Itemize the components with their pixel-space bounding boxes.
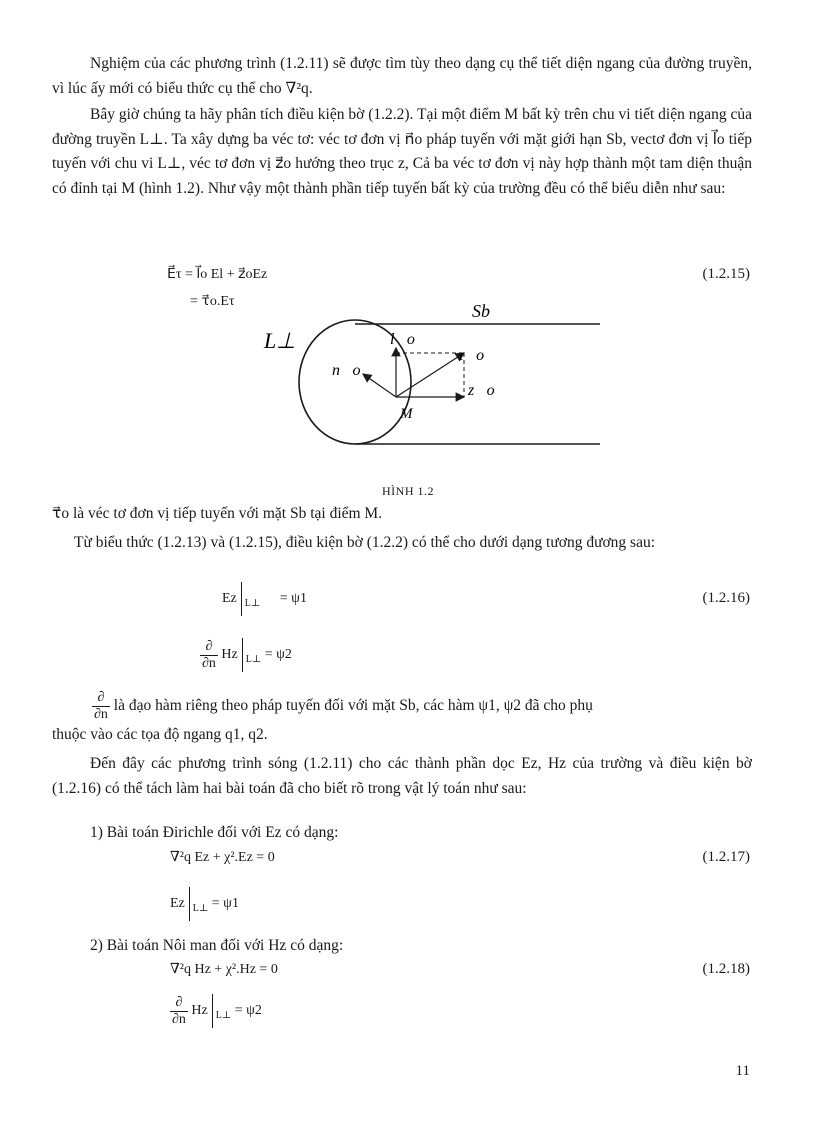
partial-derivative-fraction: $\frac{\partial}{\partial n}$ (94, 690, 108, 722)
paragraph-4: Từ biểu thức (1.2.13) và (1.2.15), điều kiện bờ (1.2.2) có thể cho dưới dạng tương đương sau: (74, 534, 656, 551)
equals-psi1: = ψ1 (211, 896, 239, 912)
equation-number-1-2-15: (1.2.15) (702, 266, 750, 282)
evaluation-bar (241, 582, 242, 616)
figure-caption: HÌNH 1.2 (382, 484, 434, 498)
hz-symbol: Hz (191, 1003, 208, 1019)
boundary-subscript: L⊥ (192, 903, 209, 915)
equation-1-2-16-line2 (200, 638, 292, 672)
ez-symbol: Ez (170, 896, 185, 912)
boundary-subscript: L⊥ (245, 654, 262, 666)
equals-psi1: = ψ1 (279, 591, 307, 607)
boundary-subscript: L⊥ (215, 1010, 232, 1022)
equation-1-2-15-line2: = τ⃗o.Eτ (190, 294, 235, 309)
equation-1-2-16-line1 (222, 582, 307, 616)
boundary-subscript: L⊥ (244, 598, 261, 610)
label-L: L⊥ (264, 328, 296, 353)
hz-symbol: Hz (221, 647, 238, 663)
paragraph-5 (92, 690, 593, 723)
paragraph-5-text: là đạo hàm riêng theo pháp tuyến đối với mặt Sb, các hàm ψ1, ψ2 đã cho phụ (113, 697, 593, 715)
equation-1-2-18-line1: ∇²q Hz + χ².Hz = 0 (170, 962, 278, 977)
equals-psi2: = ψ2 (264, 647, 292, 663)
equals-psi2: = ψ2 (234, 1003, 262, 1019)
figure-1-2 (250, 300, 610, 460)
vector-tau (396, 353, 464, 397)
equation-1-2-17-line1: ∇²q Ez + χ².Ez = 0 (170, 850, 275, 865)
evaluation-bar (212, 994, 213, 1028)
ez-symbol: Ez (222, 591, 237, 607)
page-number: 11 (735, 1063, 750, 1079)
label-M: M (400, 406, 413, 422)
paragraph-1: Nghiệm của các phương trình (1.2.11) sẽ được tìm tùy theo dạng cụ thể tiết diện ngang của đường truyền, vì lúc ấy mới có biểu thức cụ thể cho ∇²q. (52, 55, 752, 97)
problem-2-heading: 2) Bài toán Nôi man đối với Hz có dạng: (90, 937, 344, 954)
equation-1-2-15-line1: E⃗τ = l⃗o El + z⃗oEz (167, 267, 268, 282)
label-n: n⃗o (332, 362, 361, 379)
equation-number-1-2-16: (1.2.16) (702, 590, 750, 606)
paragraph-6: Đến đây các phương trình sóng (1.2.11) cho các thành phần dọc Ez, Hz của trường và điều kiện bờ (1.2.16) có thể tách làm hai bài toán đã cho biết rõ trong vật lý toán như sau: (52, 755, 752, 797)
label-l: l⃗o (390, 331, 415, 348)
vector-n (363, 374, 396, 397)
paragraph-5-continued: thuộc vào các tọa độ ngang q1, q2. (52, 726, 268, 743)
evaluation-bar (189, 887, 190, 921)
label-Sb: Sb (472, 301, 490, 321)
paragraph-2: Bây giờ chúng ta hãy phân tích điều kiện bờ (1.2.2). Tại một điểm M bất kỳ trên chu vi tiết diện ngang của đường truyền L⊥. Ta xây dựng ba véc tơ: véc tơ đơn vị n⃗o pháp tuyến với mặt giới hạn Sb, vectơ đơn vị l⃗o tiếp tuyến với chu vi L⊥, véc tơ đơn vị z⃗o hướng theo trục z, Cả ba véc tơ đơn vị này hợp thành một tam diện thuận có đỉnh tại M (hình 1.2). Như vậy một thành phần tiếp tuyến bất kỳ của trường đều có thể biểu diễn như sau: (52, 106, 752, 197)
label-z: z⃗o (468, 382, 495, 399)
equation-number-1-2-18: (1.2.18) (702, 961, 750, 977)
equation-number-1-2-17: (1.2.17) (702, 849, 750, 865)
evaluation-bar (242, 638, 243, 672)
equation-1-2-18-line2 (170, 994, 262, 1028)
label-tau: τ⃗o (458, 347, 485, 364)
problem-1-heading: 1) Bài toán Đirichle đối với Ez có dạng: (90, 824, 339, 841)
partial-derivative-fraction: $\frac{\partial}{\partial n}$ (172, 994, 186, 1027)
equation-1-2-17-line2 (170, 887, 239, 921)
partial-derivative-fraction: $\frac{\partial}{\partial n}$ (202, 638, 216, 671)
paragraph-3: τ⃗o là véc tơ đơn vị tiếp tuyến với mặt Sb tại điểm M. (52, 505, 383, 522)
